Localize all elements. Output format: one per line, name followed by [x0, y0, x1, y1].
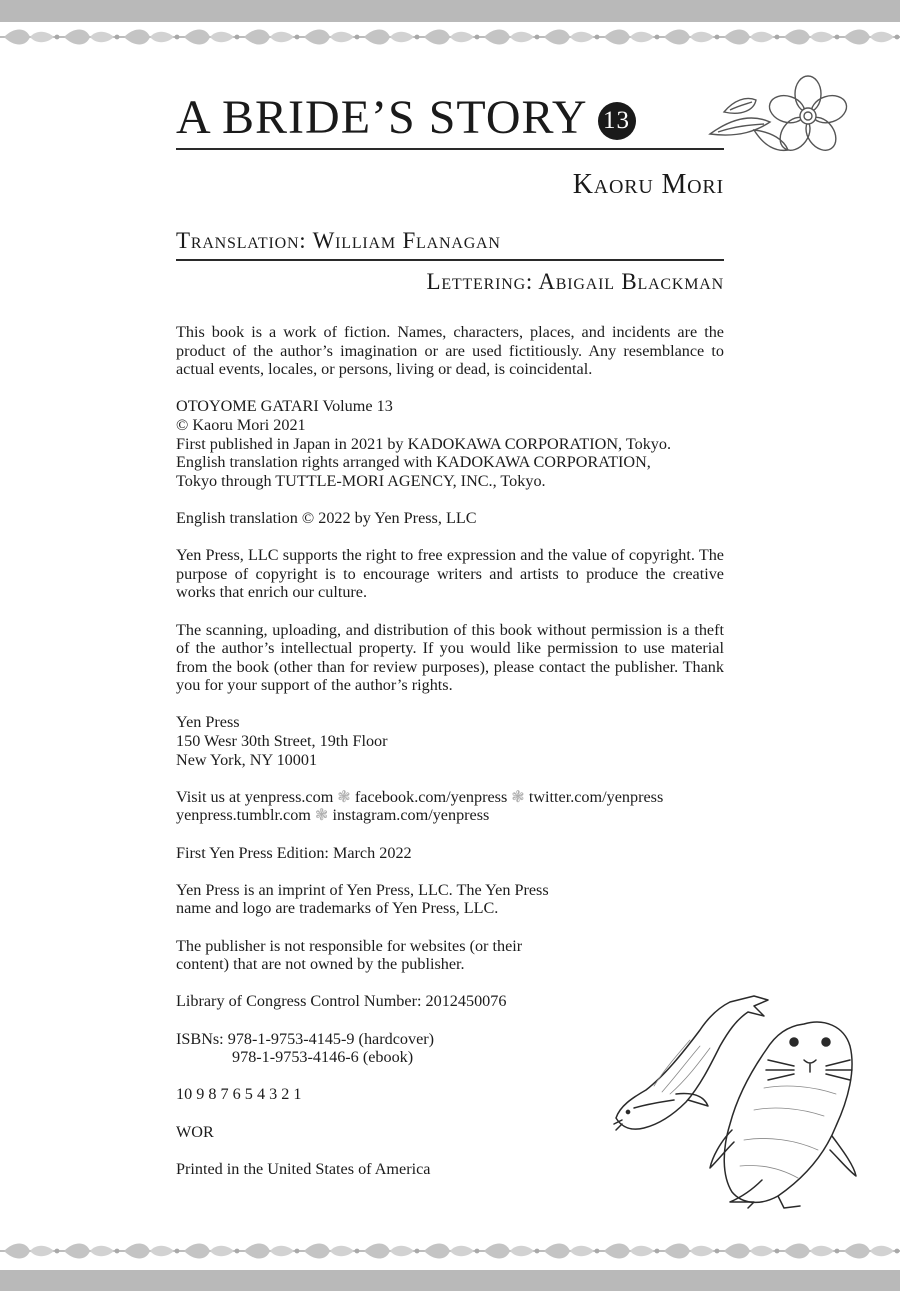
seal-illustration — [604, 990, 860, 1210]
piracy-notice: The scanning, uploading, and distribution of this book without permission is a theft of the author’s intellectual property. If you would like permission to use material from the book (other than for review purposes), please contact the publisher. Thank you for your support of the author’s rights. — [176, 620, 724, 695]
tumblr-link[interactable]: yenpress.tumblr.com — [176, 806, 311, 825]
links-line-1 — [176, 788, 724, 807]
bottom-ornament-border — [0, 1238, 900, 1264]
top-ornament-border — [0, 24, 900, 50]
facebook-link[interactable]: facebook.com/yenpress — [354, 787, 508, 806]
instagram-link[interactable]: instagram.com/yenpress — [332, 806, 490, 825]
website-disclaimer — [176, 937, 724, 974]
imprint-line-2: name and logo are trademarks of Yen Press, LLC. — [176, 899, 499, 918]
lettering-credit: Lettering: Abigail Blackman — [426, 269, 724, 294]
translation-credit: Translation: William Flanagan — [176, 228, 501, 253]
title-rule — [176, 148, 724, 150]
author-name: Kaoru Mori — [572, 169, 724, 200]
free-expression-notice: Yen Press, LLC supports the right to free expression and the value of copyright. The purpose of copyright is to encourage writers and artists to produce the creative works that enrich our culture. — [176, 546, 724, 602]
credits-rule — [176, 259, 724, 261]
edition-line: First Yen Press Edition: March 2022 — [176, 843, 412, 862]
book-title — [176, 90, 636, 145]
isbn-ebook: 978-1-9753-4146-6 (ebook) — [232, 1048, 414, 1067]
english-copyright: English translation © 2022 by Yen Press, LLC — [176, 508, 477, 527]
imprint-line-1: Yen Press is an imprint of Yen Press, LLC. The Yen Press — [176, 880, 549, 899]
title-text: A BRIDE’S STORY — [176, 91, 588, 144]
city-line: New York, NY 10001 — [176, 750, 318, 769]
separator-icon: ❃ — [511, 787, 525, 806]
links-line-2 — [176, 806, 724, 825]
website-disclaimer-line-1: The publisher is not responsible for websites (or their — [176, 936, 523, 955]
original-copyright-line: © Kaoru Mori 2021 — [176, 415, 306, 434]
publisher-name: Yen Press — [176, 713, 240, 732]
separator-icon: ❃ — [337, 787, 351, 806]
agency-line: Tokyo through TUTTLE-MORI AGENCY, INC., Tokyo. — [176, 471, 546, 490]
bottom-border-band — [0, 1270, 900, 1291]
flower-emblem-icon — [706, 70, 854, 162]
visit-prefix: Visit us at — [176, 787, 245, 806]
printing-line: 10 9 8 7 6 5 4 3 2 1 — [176, 1085, 302, 1104]
loc-number: Library of Congress Control Number: 2012450076 — [176, 992, 507, 1011]
rights-line: English translation rights arranged with KADOKAWA CORPORATION, — [176, 453, 651, 472]
website-disclaimer-line-2: content) that are not owned by the publisher. — [176, 955, 465, 974]
isbn-hardcover: 978-1-9753-4145-9 (hardcover) — [227, 1029, 435, 1048]
imprint-notice — [176, 881, 724, 918]
printed-in: Printed in the United States of America — [176, 1159, 431, 1178]
website-link[interactable]: yenpress.com — [244, 787, 334, 806]
twitter-link[interactable]: twitter.com/yenpress — [528, 787, 664, 806]
original-publication — [176, 397, 724, 490]
printer-code: WOR — [176, 1122, 214, 1141]
fiction-disclaimer: This book is a work of fiction. Names, characters, places, and incidents are the product of the author’s imagination or are used fictitiously. Any resemblance to actual events, locales, or persons, living or dead, is coincidental. — [176, 323, 724, 379]
separator-icon: ❃ — [314, 806, 329, 825]
volume-number-badge: 13 — [598, 102, 636, 140]
first-published-line: First published in Japan in 2021 by KADOKAWA CORPORATION, Tokyo. — [176, 434, 672, 453]
social-links — [176, 788, 724, 825]
isbn-label: ISBNs: — [176, 1029, 224, 1048]
original-title-line: OTOYOME GATARI Volume 13 — [176, 397, 393, 416]
top-border-band — [0, 0, 900, 22]
publisher-address — [176, 713, 724, 769]
street-line: 150 Wesr 30th Street, 19th Floor — [176, 732, 388, 751]
